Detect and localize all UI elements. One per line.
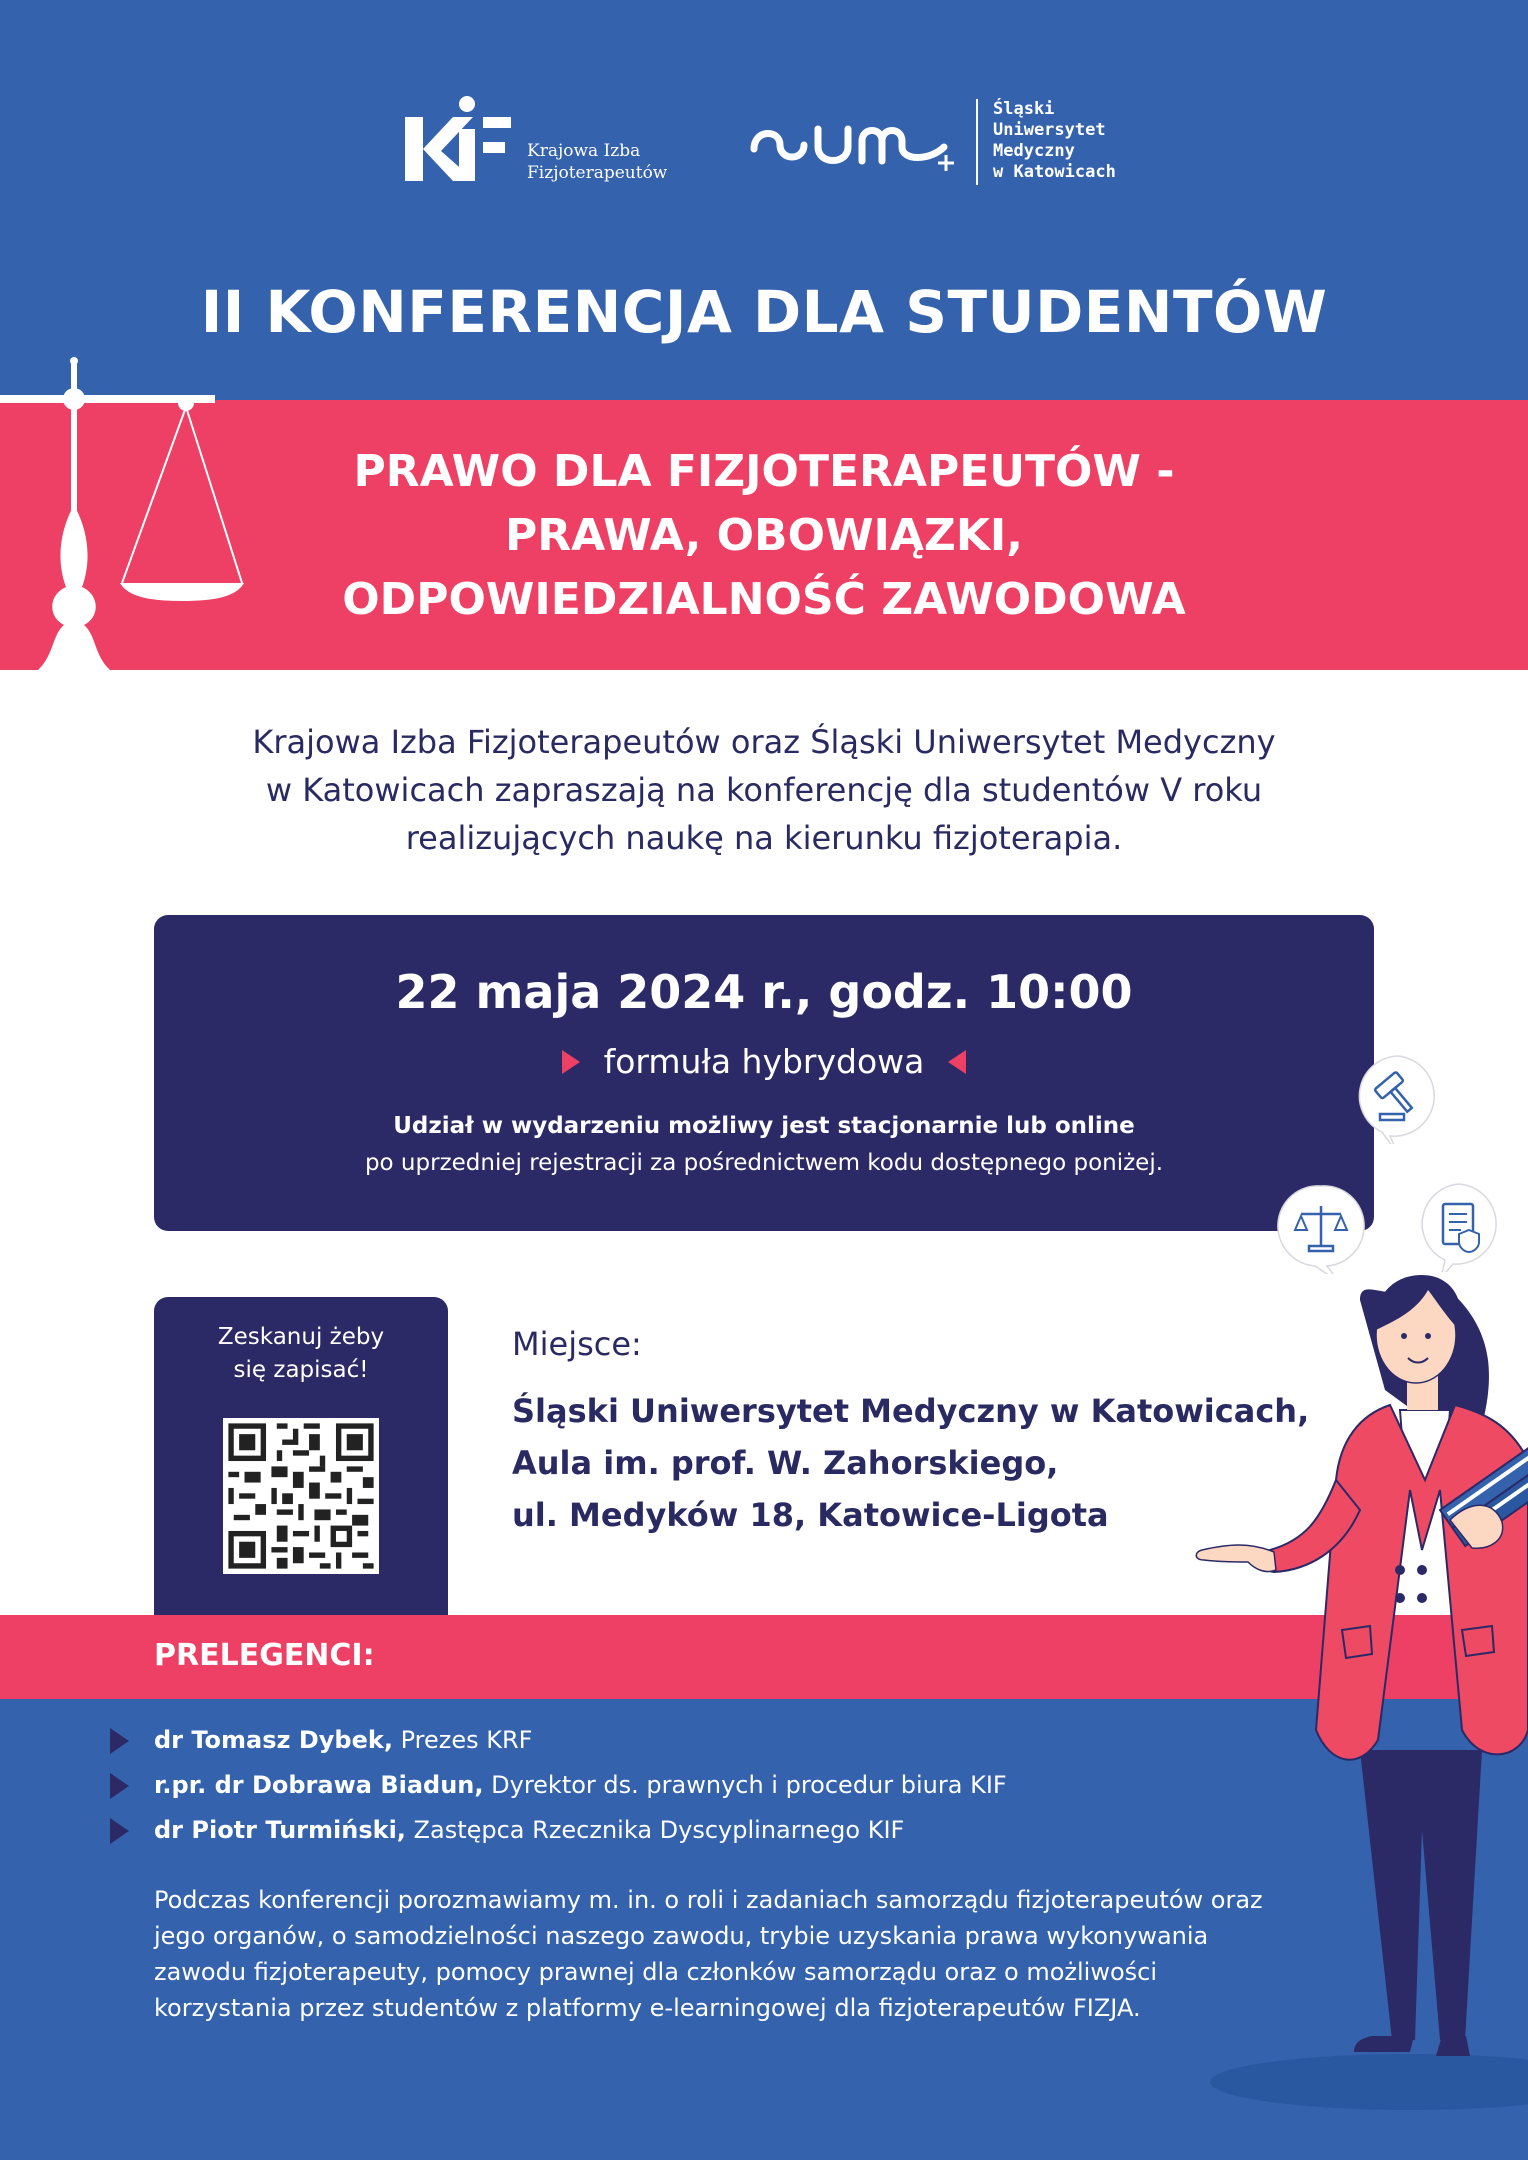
- description-line: zawodu fizjoterapeuty, pomocy prawnej dla członków samorządu oraz o możliwości: [154, 1958, 1158, 1986]
- intro-text: [160, 718, 1368, 862]
- participation-note: po uprzedniej rejestracji za pośrednictwem kodu dostępnego poniżej.: [364, 1150, 1164, 1176]
- intro-line: realizujących naukę na kierunku fizjoterapia.: [405, 819, 1123, 857]
- speaker-text: [154, 1726, 532, 1754]
- subtitle-line: ODPOWIEDZIALNOŚĆ ZAWODOWA: [342, 574, 1186, 625]
- sum-logo-mark-icon: [750, 115, 965, 175]
- place-address-line: Aula im. prof. W. Zahorskiego,: [512, 1444, 1059, 1482]
- speaker-text: [154, 1816, 904, 1844]
- qr-caption: Zeskanuj żeby się zapisać!: [217, 1324, 385, 1383]
- place-address-line: Śląski Uniwersytet Medyczny w Katowicach,: [512, 1392, 1310, 1430]
- kif-logo: [405, 95, 675, 195]
- description-line: korzystania przez studentów z platformy e-learningowej dla fizjoterapeutów FIZJA.: [154, 1994, 1141, 2022]
- speaker-name: r.pr. dr Dobrawa Biadun,: [154, 1771, 484, 1799]
- description-line: Podczas konferencji porozmawiamy m. in. o roli i zadaniach samorządu fizjoterapeutów oraz: [154, 1886, 1263, 1914]
- intro-line: Krajowa Izba Fizjoterapeutów oraz Śląski Uniwersytet Medyczny: [252, 723, 1276, 761]
- event-date: 22 maja 2024 r., godz. 10:00: [395, 965, 1133, 1019]
- intro-line: w Katowicach zapraszają na konferencję dla studentów V roku: [265, 771, 1263, 809]
- sum-logo-divider: [976, 99, 978, 185]
- speaker-role: Zastępca Rzecznika Dyscyplinarnego KIF: [413, 1816, 905, 1844]
- speaker-role: Prezes KRF: [400, 1726, 533, 1754]
- sum-logo: [750, 95, 1130, 195]
- triangle-left-icon: [948, 1050, 966, 1074]
- woman-illustration-icon: [1110, 1030, 1528, 2160]
- triangle-right-icon: [562, 1050, 580, 1074]
- subtitle-line: PRAWA, OBOWIĄZKI,: [504, 510, 1024, 561]
- speaker-text: [154, 1771, 1007, 1799]
- qr-box: [154, 1297, 448, 1615]
- participation-note-bold: Udział w wydarzeniu możliwy jest stacjonarnie lub online: [393, 1113, 1135, 1139]
- qr-code-icon[interactable]: [223, 1418, 379, 1574]
- subtitle-line: PRAWO DLA FIZJOTERAPEUTÓW -: [353, 446, 1175, 497]
- speaker-role: Dyrektor ds. prawnych i procedur biura KIF: [491, 1771, 1007, 1799]
- speakers-title: PRELEGENCI:: [154, 1638, 375, 1673]
- triangle-bullet-icon: [110, 1728, 129, 1754]
- place-label: Miejsce:: [512, 1325, 642, 1363]
- triangle-bullet-icon: [110, 1818, 129, 1844]
- sum-name: Śląski Uniwersytet Medyczny w Katowicach: [993, 99, 1116, 182]
- speaker-name: dr Piotr Turmiński,: [154, 1816, 406, 1844]
- event-format: formuła hybrydowa: [603, 1042, 925, 1081]
- conference-title: II KONFERENCJA DLA STUDENTÓW: [200, 278, 1328, 346]
- conference-subtitle: [250, 440, 1278, 632]
- place-address-line: ul. Medyków 18, Katowice-Ligota: [512, 1496, 1109, 1534]
- scales-of-justice-icon: [0, 355, 250, 675]
- kif-name: Krajowa Izba Fizjoterapeutów: [527, 141, 668, 183]
- speaker-name: dr Tomasz Dybek,: [154, 1726, 393, 1754]
- description-line: jego organów, o samodzielności naszego zawodu, trybie uzyskania prawa wykonywania: [154, 1922, 1209, 1950]
- kif-logo-mark-icon: [405, 95, 520, 190]
- triangle-bullet-icon: [110, 1773, 129, 1799]
